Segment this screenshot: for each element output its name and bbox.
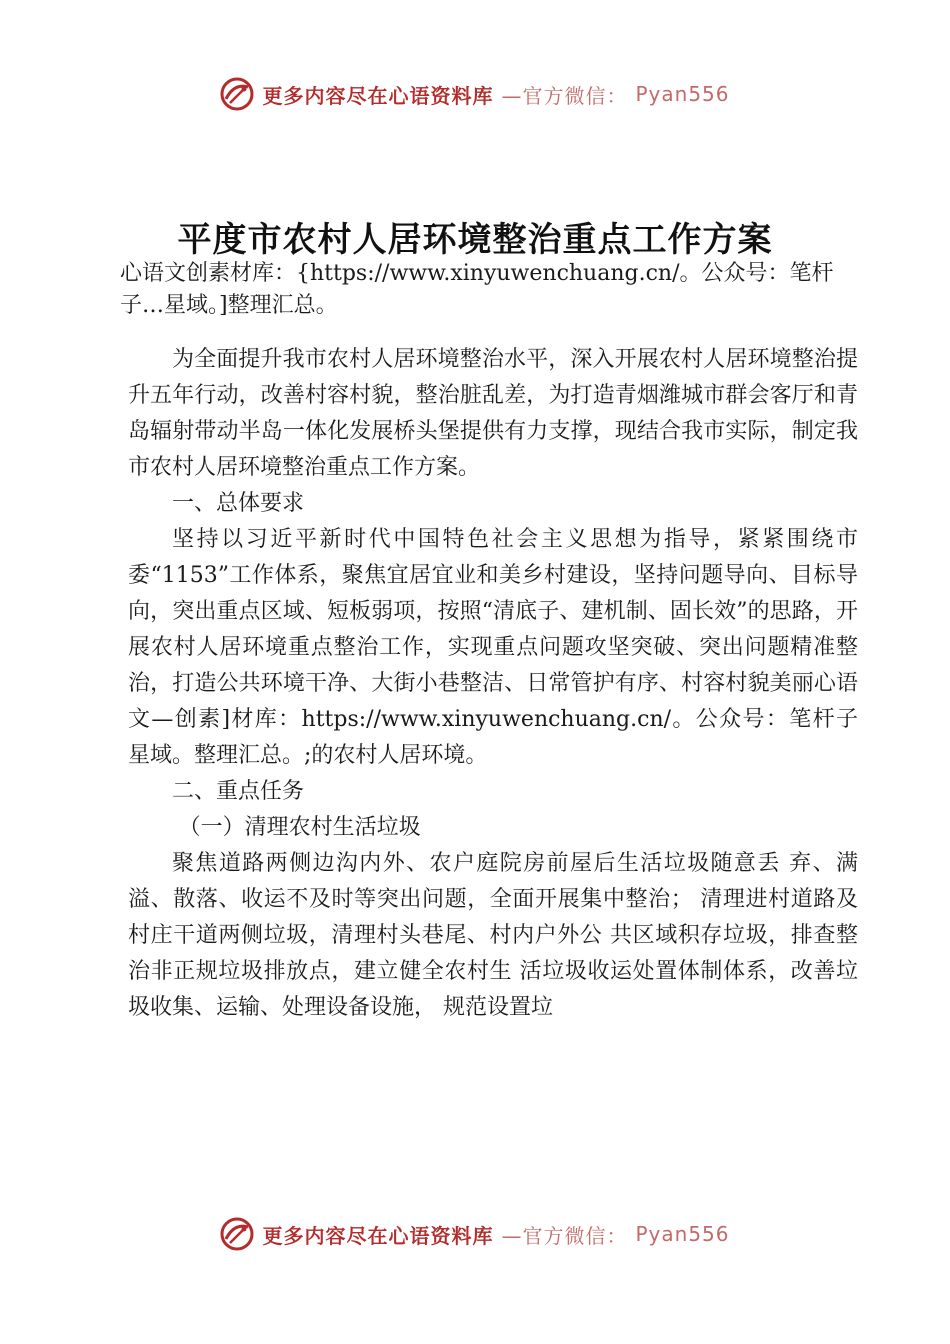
header-watermark-banner — [0, 72, 950, 116]
banner-wechat-id: Pyan556 — [635, 1222, 730, 1246]
paragraph-intro: 为全面提升我市农村人居环境整治水平，深入开展农村人居环境整治提升五年行动，改善村容村貌，整治脏乱差，为打造青烟潍城市群会客厅和青岛辐射带动半岛一体化发展桥头堡提供有力支撑，现结合我市实际，制定我市农村人居环境整治重点工作方案。 — [128, 347, 858, 480]
document-body — [128, 342, 858, 1026]
document-title: 平度市农村人居环境整治重点工作方案 — [177, 220, 773, 260]
paragraph-garbage: 聚焦道路两侧边沟内外、农户庭院房前屋后生活垃圾随意丢 弃、满溢、散落、收运不及时等突出问题，全面开展集中整治； 清理进村道路及村庄干道两侧垃圾，清理村头巷尾、村内户外公 共区域积存垃圾，排查整治非正规垃圾排放点，建立健全农村生 活垃圾收运处置体制体系，改善垃圾收集、运输、处理设备设施， 规范设置垃 — [128, 851, 858, 1020]
footer-watermark-banner — [0, 1212, 950, 1256]
source-note: 心语文创素材库：{https://www.xinyuwenchuang.cn/。公众号：笔杆子…星域。]整理汇总。 — [120, 261, 834, 318]
subsection-heading-garbage: （一）清理农村生活垃圾 — [178, 815, 421, 840]
banner-wechat-id: Pyan556 — [635, 82, 730, 106]
banner-wechat-label: —官方微信： — [501, 83, 628, 108]
section-heading-general-requirements: 一、总体要求 — [172, 491, 305, 516]
paragraph-general-requirements: 坚持以习近平新时代中国特色社会主义思想为指导，紧紧围绕市委“1153”工作体系，聚焦宜居宜业和美乡村建设，坚持问题导向、目标导向，突出重点区域、短板弱项，按照“清底子、建机制、固长效”的思路，开展农村人居环境重点整治工作，实现重点问题攻坚突破、突出问题精准整治，打造公共环境干净、大街小巷整洁、日常管护有序、村容村貌美丽心语文—创素]材库：https://www.xinyuwenchuang.cn/。公众号：笔杆子星域。整理汇总。;的农村人居环境。 — [128, 527, 858, 768]
banner-site-text: 更多内容尽在心语资料库 — [262, 1223, 494, 1248]
xinyu-logo-icon — [220, 77, 254, 111]
banner-wechat-label: —官方微信： — [501, 1223, 628, 1248]
banner-site-text: 更多内容尽在心语资料库 — [262, 83, 494, 108]
xinyu-logo-icon — [220, 1217, 254, 1251]
section-heading-key-tasks: 二、重点任务 — [172, 779, 305, 804]
